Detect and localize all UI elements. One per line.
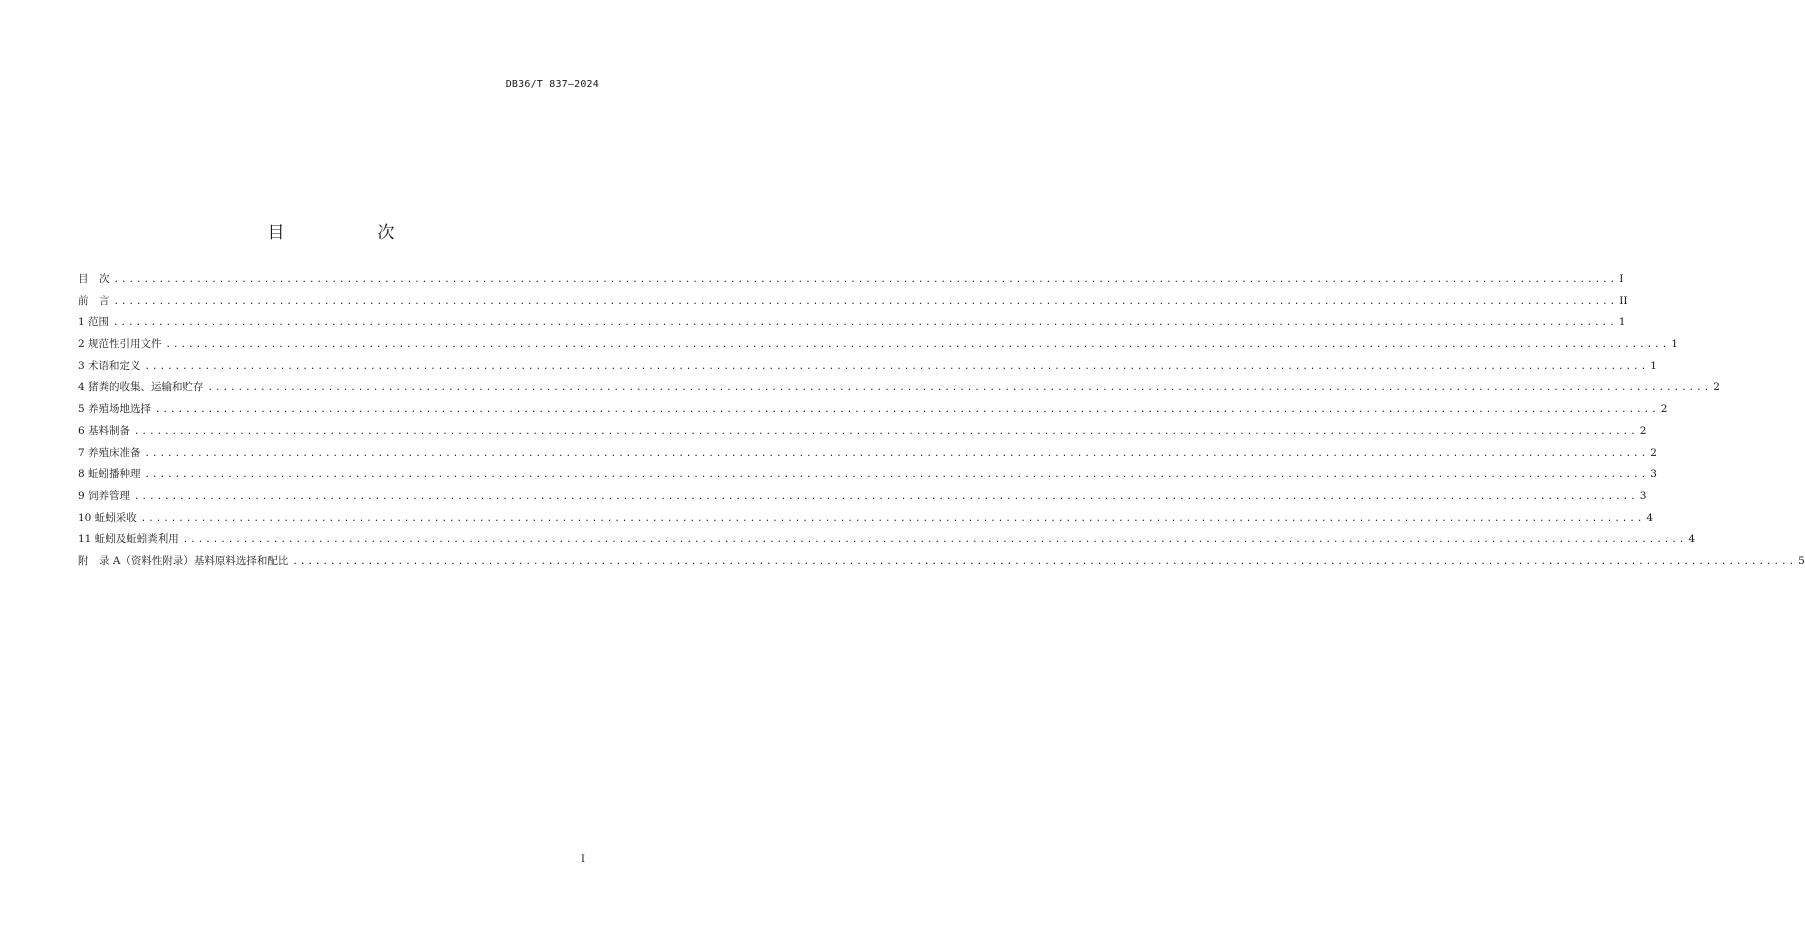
toc-entry[interactable] — [78, 532, 1696, 554]
toc-dot-leader: ........................................................................................................................................................................................................ — [134, 491, 1638, 502]
toc-entry-page: 1 — [1671, 338, 1678, 351]
toc-entry-page: 1 — [1618, 316, 1626, 329]
toc-entry-label: 3 术语和定义 — [78, 359, 141, 372]
toc-dot-leader: ........................................................................................................................................................................................................ — [144, 470, 1649, 481]
toc-dot-leader: ........................................................................................................................................................................................................ — [182, 535, 1687, 546]
toc-entry-label: 7 养殖床准备 — [78, 446, 141, 459]
toc-dot-leader: ........................................................................................................................................................................................................ — [144, 448, 1649, 459]
toc-dot-leader: ........................................................................................................................................................................................................ — [292, 556, 1797, 567]
toc-entry-page: 2 — [1639, 424, 1647, 437]
toc-entry-page: 3 — [1650, 468, 1657, 481]
toc-dot-leader: ........................................................................................................................................................................................................ — [140, 513, 1645, 524]
toc-entry-label: 9 饲养管理 — [78, 489, 131, 502]
toc-entry[interactable] — [78, 294, 1628, 316]
toc-entry-label: 6 基料制备 — [78, 424, 131, 437]
toc-entry-label: 2 规范性引用文件 — [78, 338, 162, 351]
toc-entry[interactable] — [78, 489, 1647, 511]
toc-entry-label: 11 蚯蚓及蚯蚓粪利用 — [78, 533, 179, 546]
toc-dot-leader: ........................................................................................................................................................................................................ — [207, 383, 1712, 394]
toc-entry[interactable] — [78, 359, 1657, 381]
toc-entry-label: 4 猪粪的收集、运输和贮存 — [78, 381, 204, 394]
toc-entry-page: 2 — [1660, 403, 1668, 416]
toc-entry[interactable] — [78, 554, 1805, 576]
toc-entry[interactable] — [78, 272, 1624, 294]
toc-entry[interactable] — [78, 446, 1657, 468]
toc-entry[interactable] — [78, 424, 1647, 446]
toc-dot-leader: ........................................................................................................................................................................................................ — [134, 426, 1638, 437]
toc-entry-label: 前 言 — [78, 294, 110, 307]
standard-code: DB36/T 837—2024 — [505, 79, 599, 90]
toc-entry[interactable] — [78, 511, 1654, 533]
toc-dot-leader: ........................................................................................................................................................................................................ — [155, 405, 1659, 416]
toc-entry-label: 目 次 — [78, 273, 110, 285]
toc-entry-page: II — [1619, 294, 1628, 307]
toc-entry-page: 4 — [1688, 533, 1696, 546]
toc-entry-page: 2 — [1650, 446, 1657, 459]
toc-entry[interactable] — [78, 337, 1678, 359]
toc-entry-page: I — [1619, 273, 1624, 285]
toc-entry-label: 10 蚯蚓采收 — [78, 511, 137, 524]
toc-entry[interactable] — [78, 402, 1668, 424]
toc-entry-label: 附 录 A（资料性附录）基料原料选择和配比 — [78, 554, 289, 567]
toc-dot-leader: ........................................................................................................................................................................................................ — [113, 296, 1618, 307]
toc-entry-label: 1 范围 — [78, 316, 110, 329]
toc-entry-label: 5 养殖场地选择 — [78, 403, 152, 416]
toc-dot-leader: ........................................................................................................................................................................................................ — [113, 275, 1618, 285]
toc-entry-page: 3 — [1639, 489, 1647, 502]
toc-entry-page: 4 — [1646, 511, 1654, 524]
toc-entry[interactable] — [78, 467, 1657, 489]
toc-entry-label: 8 蚯蚓播种理 — [78, 468, 141, 481]
page-title: 目 次 — [267, 223, 433, 243]
toc-entry[interactable] — [78, 315, 1626, 337]
toc-entry[interactable] — [78, 380, 1720, 402]
toc-entry-page: 5 — [1798, 554, 1805, 567]
toc-dot-leader: ........................................................................................................................................................................................................ — [113, 318, 1617, 329]
page-number: I — [581, 854, 585, 865]
toc-entry-page: 1 — [1650, 359, 1657, 372]
table-of-contents — [78, 272, 1805, 576]
toc-entry-page: 2 — [1713, 381, 1720, 394]
toc-dot-leader: ........................................................................................................................................................................................................ — [144, 361, 1649, 372]
toc-dot-leader: ........................................................................................................................................................................................................ — [165, 340, 1670, 351]
